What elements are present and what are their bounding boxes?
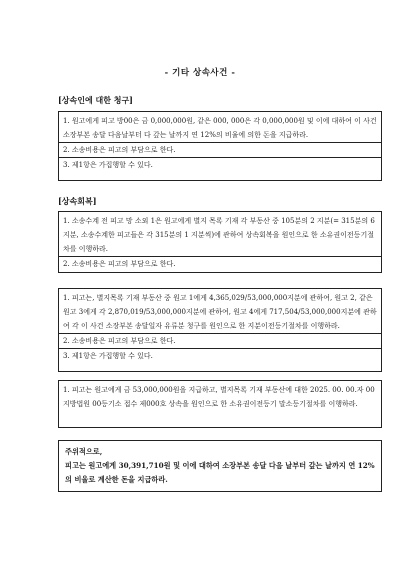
clause-2: 2. 소송비용은 피고의 부담으로 한다. (59, 143, 381, 158)
heir-claim-box (58, 111, 382, 181)
primary-claim-text: 피고는 원고에게 30,391,710원 및 이에 대하여 소장부본 송달 다음 날부터 갚는 날까지 연 12%의 비율로 계산한 돈을 지급하라. (65, 461, 375, 484)
clause-1: 1. 소송수계 전 피고 망 소외 1은 원고에게 별지 목록 기재 각 부동산 중 105분의 2 지분(= 315분의 6 지분, 소송수계한 피고들은 각 315분의 1 지분씩)에 관하여 상속회복을 원인으로 한 소유권이전등기절차를 이행하라. (59, 214, 381, 257)
clause-3: 3. 제1항은 가집행할 수 있다. (63, 352, 153, 360)
recovery-box-2 (58, 288, 382, 372)
clause-2: 2. 소송비용은 피고의 부담으로 한다. (59, 334, 381, 349)
recovery-box-1 (58, 211, 382, 273)
clause-2: 2. 소송비용은 피고의 부담으로 한다. (63, 260, 176, 268)
clause-1: 1. 피고는 원고에게 금 53,000,000원을 지급하고, 별지목록 기재 부동산에 대한 2025. 00. 00.자 00지방법원 00등기소 접수 제000호 상속을 원인으로 한 소유권이전등기 말소등기절차를 이행하라. (63, 386, 375, 408)
primary-claim-label: 주위적으로, (65, 447, 103, 456)
primary-claim-box (58, 440, 382, 492)
section-heading-heir-claim: [상속인에 대한 청구] (58, 95, 133, 105)
recovery-box-3 (58, 380, 382, 428)
clause-1: 1. 원고에게 피고 방00은 금 0,000,000원, 같은 000, 000은 각 0,000,000원 및 이에 대하여 이 사건 소장부본 송달 다음날부터 다 갚는 날까지 연 12%의 비율에 의한 돈을 지급하라. (59, 114, 381, 143)
clause-1: 1. 피고는, 별지목록 기재 부동산 중 원고 1에게 4,365,029/53,000,000지분에 관하여, 원고 2, 같은 원고 3에게 각 2,870,019/53,000,000지분에 관하여, 원고 4에게 717,504/53,000,000지분에 관하여 각 이 사건 소장부본 송달일자 유류분 청구를 원인으로 한 지분이전등기절차를 이행하라. (59, 291, 381, 334)
clause-3: 3. 제1항은 가집행할 수 있다. (63, 161, 153, 169)
section-heading-inheritance-recovery: [상속회복] (58, 196, 97, 206)
page-title: - 기타 상속사건 - (164, 68, 236, 78)
